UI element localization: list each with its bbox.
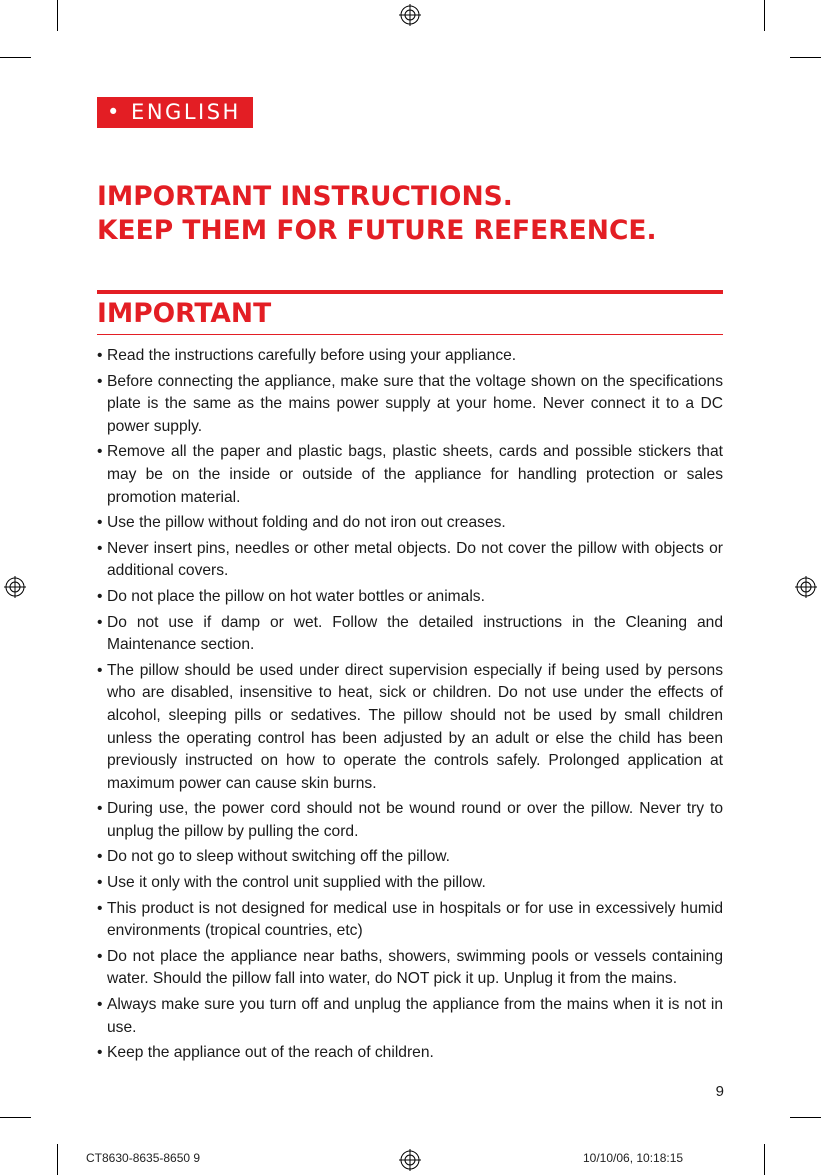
instruction-item: • This product is not designed for medical use in hospitals or for use in excessively humid environments (tropical countries, etc) — [97, 898, 723, 943]
registration-mark-icon — [399, 4, 421, 26]
instruction-item: • Do not use if damp or wet. Follow the detailed instructions in the Cleaning and Maintenance section. — [97, 612, 723, 657]
instruction-item: • The pillow should be used under direct supervision especially if being used by persons who are disabled, insensitive to heat, sick or children. Do not use under the effects of alcohol, sleeping pills or sedatives. The pillow should not be used by small children unless the operating control has been adjusted by an adult or else the child has been previously instructed on how to operate the controls safely. Prolonged application at maximum power can cause skin burns. — [97, 660, 723, 796]
instruction-list — [97, 345, 723, 1068]
instruction-item: • Always make sure you turn off and unplug the appliance from the mains when it is not in use. — [97, 994, 723, 1039]
instruction-item: • Read the instructions carefully before using your appliance. — [97, 345, 723, 368]
heading-rule-top — [97, 290, 723, 294]
instruction-item: • During use, the power cord should not be wound round or over the pillow. Never try to unplug the pillow by pulling the cord. — [97, 798, 723, 843]
instruction-item: • Do not place the pillow on hot water bottles or animals. — [97, 586, 723, 609]
crop-mark — [57, 1144, 58, 1175]
crop-mark — [764, 0, 765, 31]
section-heading: IMPORTANT — [97, 298, 272, 329]
main-title-line-2: KEEP THEM FOR FUTURE REFERENCE. — [97, 215, 657, 246]
instruction-item: • Use it only with the control unit supplied with the pillow. — [97, 872, 723, 895]
language-tag: • ENGLISH — [97, 97, 253, 128]
registration-mark-icon — [795, 576, 817, 598]
slug-timestamp: 10/10/06, 10:18:15 — [583, 1151, 684, 1165]
page-number: 9 — [715, 1083, 724, 1100]
registration-mark-icon — [4, 576, 26, 598]
main-title-line-1: IMPORTANT INSTRUCTIONS. — [97, 181, 513, 212]
instruction-item: • Do not go to sleep without switching off the pillow. — [97, 846, 723, 869]
heading-rule-bottom — [97, 334, 723, 335]
slug-file: CT8630-8635-8650 9 — [86, 1151, 201, 1165]
crop-mark — [790, 1117, 821, 1118]
crop-mark — [57, 0, 58, 31]
instruction-item: • Keep the appliance out of the reach of children. — [97, 1042, 723, 1065]
instruction-item: • Do not place the appliance near baths, showers, swimming pools or vessels containing water. Should the pillow fall into water, do NOT pick it up. Unplug it from the mains. — [97, 946, 723, 991]
crop-mark — [0, 57, 31, 58]
crop-mark — [790, 57, 821, 58]
instruction-item: • Remove all the paper and plastic bags, plastic sheets, cards and possible stickers that may be on the inside or outside of the appliance for handling protection or sales promotion material. — [97, 441, 723, 509]
instruction-item: • Before connecting the appliance, make sure that the voltage shown on the specifications plate is the same as the mains power supply at your home. Never connect it to a DC power supply. — [97, 371, 723, 439]
registration-mark-icon — [399, 1149, 421, 1171]
instruction-item: • Use the pillow without folding and do not iron out creases. — [97, 512, 723, 535]
crop-mark — [764, 1144, 765, 1175]
crop-mark — [0, 1117, 31, 1118]
instruction-item: • Never insert pins, needles or other metal objects. Do not cover the pillow with objects or additional covers. — [97, 538, 723, 583]
main-title — [97, 180, 737, 248]
